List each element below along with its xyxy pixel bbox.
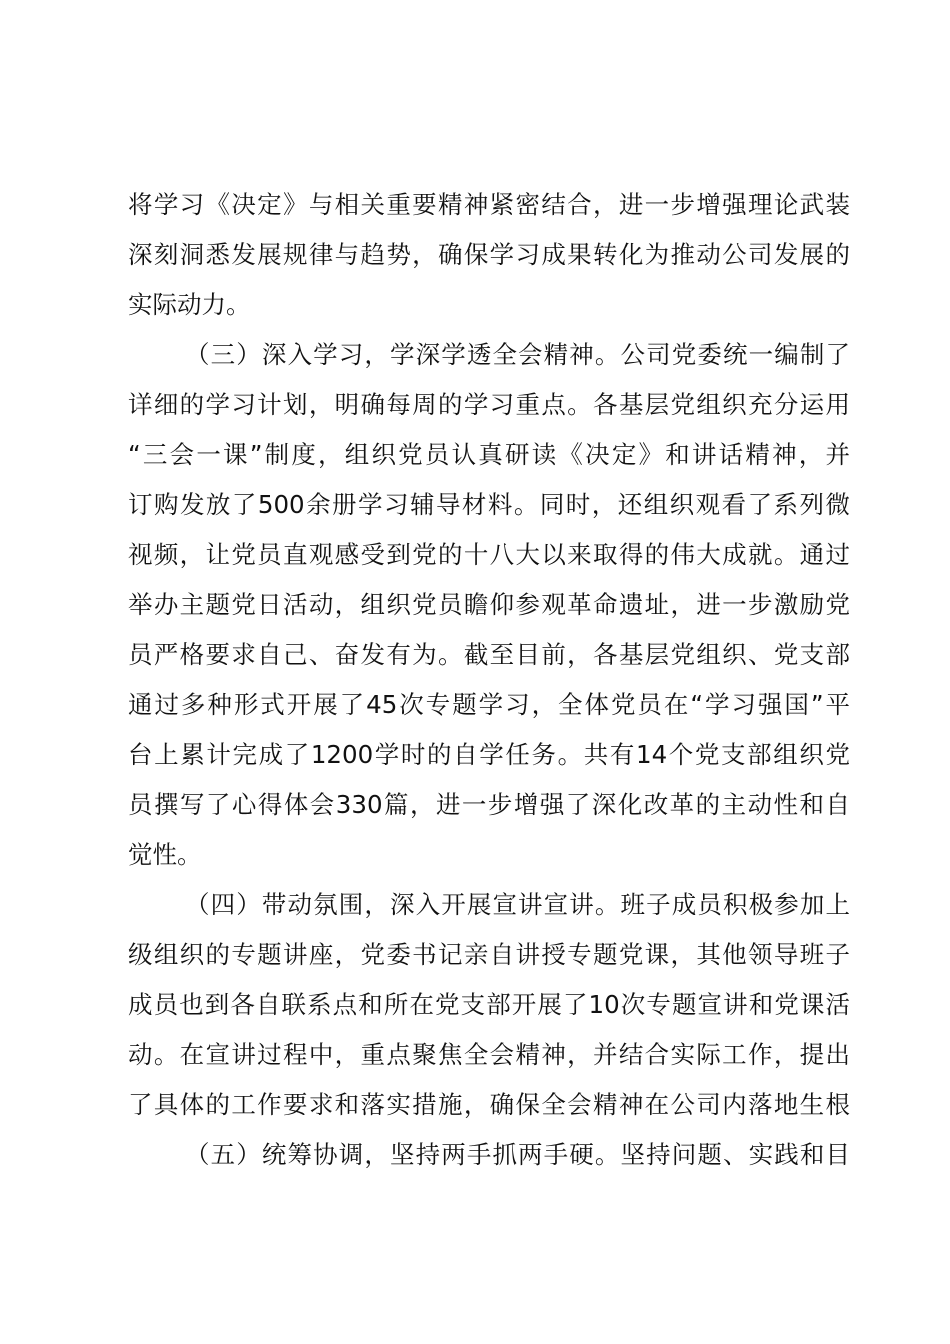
paragraph-heading-line: （三）深入学习，学深学透全会精神。公司党委统一编制了 [185, 340, 850, 369]
text-line: 员严格要求自己、奋发有为。截至目前，各基层党组织、党支部 [128, 640, 850, 669]
text-line: 了具体的工作要求和落实措施，确保全会精神在公司内落地生根 [128, 1090, 850, 1119]
text-line: 台上累计完成了1200学时的自学任务。共有14个党支部组织党 [128, 740, 850, 769]
paragraph-heading-line: （五）统筹协调，坚持两手抓两手硬。坚持问题、实践和目 [185, 1140, 850, 1169]
text-line: 深刻洞悉发展规律与趋势，确保学习成果转化为推动公司发展的 [128, 240, 850, 269]
paragraph-heading-line: （四）带动氛围，深入开展宣讲宣讲。班子成员积极参加上 [185, 890, 850, 919]
text-line: 员撰写了心得体会330篇，进一步增强了深化改革的主动性和自 [128, 790, 850, 819]
text-line: 详细的学习计划，明确每周的学习重点。各基层党组织充分运用 [128, 390, 850, 419]
text-line: 举办主题党日活动，组织党员瞻仰参观革命遗址，进一步激励党 [128, 590, 850, 619]
text-line: 成员也到各自联系点和所在党支部开展了10次专题宣讲和党课活 [128, 990, 850, 1019]
text-line: 通过多种形式开展了45次专题学习，全体党员在“学习强国”平 [128, 690, 850, 719]
text-line: 实际动力。 [128, 290, 251, 319]
text-line: 动。在宣讲过程中，重点聚焦全会精神，并结合实际工作，提出 [128, 1040, 850, 1069]
text-line: 觉性。 [128, 840, 202, 869]
text-line: 订购发放了500余册学习辅导材料。同时，还组织观看了系列微 [128, 490, 850, 519]
text-line: “三会一课”制度，组织党员认真研读《决定》和讲话精神，并 [128, 440, 850, 469]
text-line: 将学习《决定》与相关重要精神紧密结合，进一步增强理论武装 [128, 190, 850, 219]
text-line: 视频，让党员直观感受到党的十八大以来取得的伟大成就。通过 [128, 540, 850, 569]
text-line: 级组织的专题讲座，党委书记亲自讲授专题党课，其他领导班子 [128, 940, 850, 969]
